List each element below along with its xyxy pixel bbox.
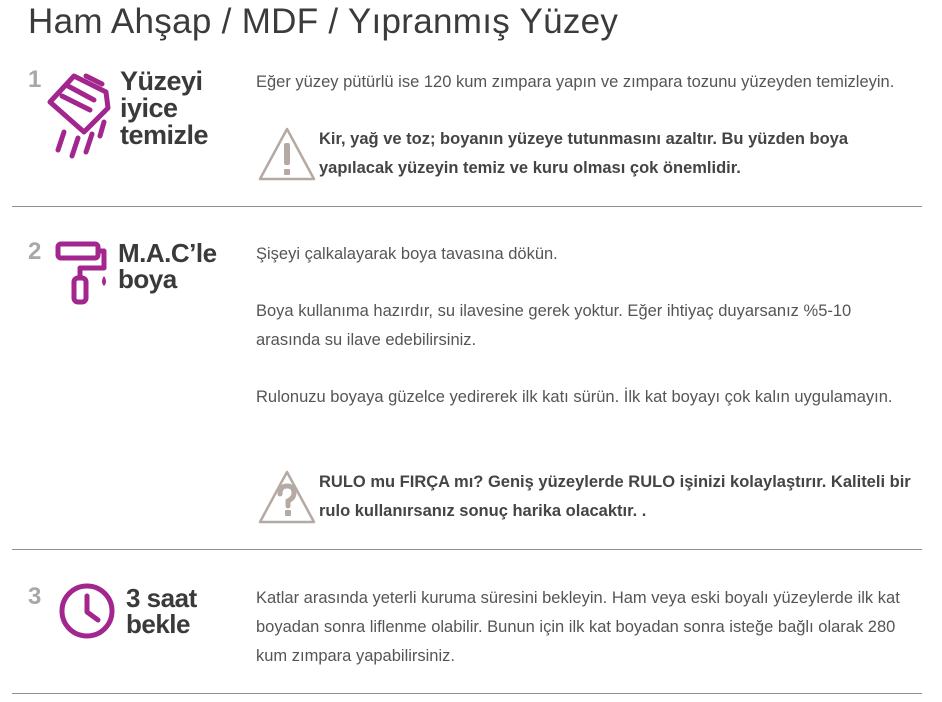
step-heading [126, 585, 197, 637]
step-paragraph: Şişeyi çalkalayarak boya tavasına dökün. [256, 245, 558, 263]
divider [12, 206, 922, 207]
page-title: Ham Ahşap / MDF / Yıpranmış Yüzey [28, 2, 619, 41]
step-heading-line: iyice [120, 93, 178, 123]
step-heading-line: temizle [120, 120, 209, 150]
step-paragraph: Katlar arasında yeterli kuruma süresini bekleyin. Ham veya eski boyalı yüzeylerde ilk kat boyadan sonra liflenme olabilir. Bunun için ilk kat boyadan sonra isteğe bağlı olarak 280 kum zımpara yapabilirsiniz. [256, 589, 900, 665]
warning-icon [256, 125, 318, 188]
step-heading-line: 3 saat [126, 583, 197, 613]
paint-roller-icon [54, 240, 110, 311]
step-heading-line: boya [118, 264, 177, 294]
step-number: 2 [28, 238, 42, 265]
step-paragraph: Eğer yüzey pütürlü ise 120 kum zımpara yapın ve zımpara tozunu yüzeyden temizleyin. [256, 73, 895, 91]
note-text: RULO mu FIRÇA mı? Geniş yüzeylerde RULO işinizi kolaylaştırır. Kaliteli bir rulo kullanırsanız sonuç harika olacaktır. . [319, 473, 911, 520]
note-text: Kir, yağ ve toz; boyanın yüzeye tutunmasını azaltır. Bu yüzden boya yapılacak yüzeyin temiz ve kuru olması çok önemlidir. [319, 130, 849, 177]
hand-wipe-icon [44, 68, 116, 165]
clock-icon [58, 582, 116, 645]
step-heading [120, 68, 208, 149]
step-number: 1 [28, 66, 42, 93]
step-paragraph: Boya kullanıma hazırdır, su ilavesine gerek yoktur. Eğer ihtiyaç duyarsanız %5-10 arasında su ilave edebilirsiniz. [256, 302, 852, 349]
step-number: 3 [28, 583, 42, 610]
divider [12, 693, 922, 694]
step-heading-line: M.A.C’le [118, 238, 217, 268]
step-heading-line: bekle [126, 609, 190, 639]
divider [12, 549, 922, 550]
step-heading-line: Yüzeyi [120, 66, 203, 96]
step-paragraph: Rulonuzu boyaya güzelce yedirerek ilk katı sürün. İlk kat boyayı çok kalın uygulamayın. [256, 388, 893, 406]
question-icon [256, 468, 318, 531]
step-heading [118, 240, 217, 292]
